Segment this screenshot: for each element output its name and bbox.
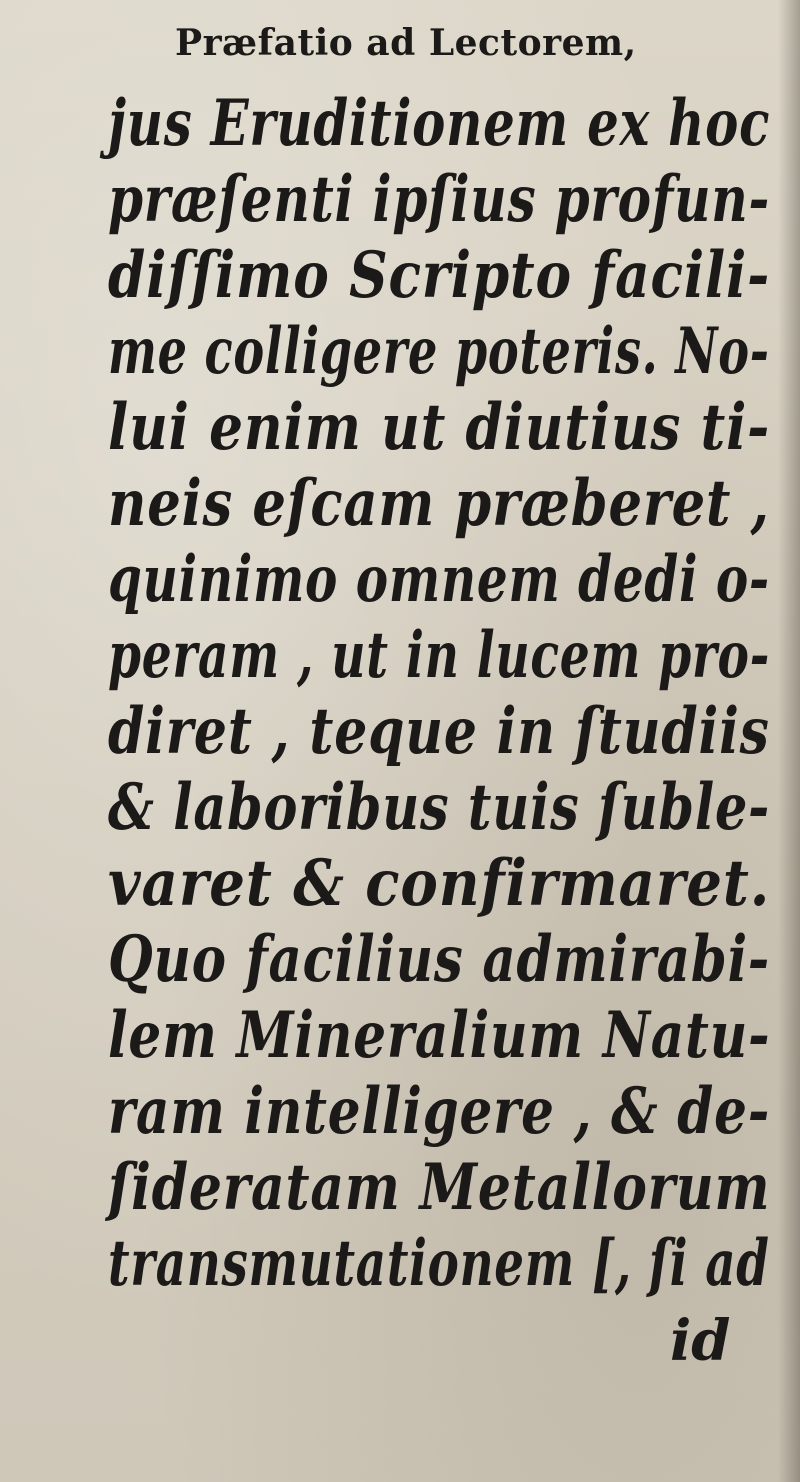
text-line-1: jus Eruditionem ex hoc xyxy=(108,86,771,161)
text-line-16: transmutationem [, ſi ad xyxy=(108,1226,770,1301)
text-line-14: ram intelligere , & de- xyxy=(108,1074,771,1149)
text-line-12: Quo facilius admirabi- xyxy=(108,922,771,997)
text-line-11: varet & confirmaret. xyxy=(108,846,771,921)
text-line-3: diſſimo Scripto facili- xyxy=(108,238,771,313)
text-line-15: ſideratam Metallorum xyxy=(108,1150,771,1225)
text-line-13: lem Mineralium Natu- xyxy=(108,998,771,1073)
text-line-4: me colligere poteris. No- xyxy=(108,314,770,389)
text-line-8: peram , ut in lucem pro- xyxy=(108,618,771,693)
text-line-5: lui enim ut diutius ti- xyxy=(108,390,771,465)
text-line-2: præſenti ipſius profun- xyxy=(108,162,771,237)
catchword: id xyxy=(670,1308,731,1374)
text-line-9: diret , teque in ſtudiis xyxy=(108,694,770,769)
text-line-7: quinimo omnem dedi o- xyxy=(108,542,770,617)
text-line-10: & laboribus tuis ſuble- xyxy=(108,770,771,845)
text-line-6: neis eſcam præberet , xyxy=(108,466,770,541)
running-header: Præfatio ad Lectorem, xyxy=(175,22,637,64)
